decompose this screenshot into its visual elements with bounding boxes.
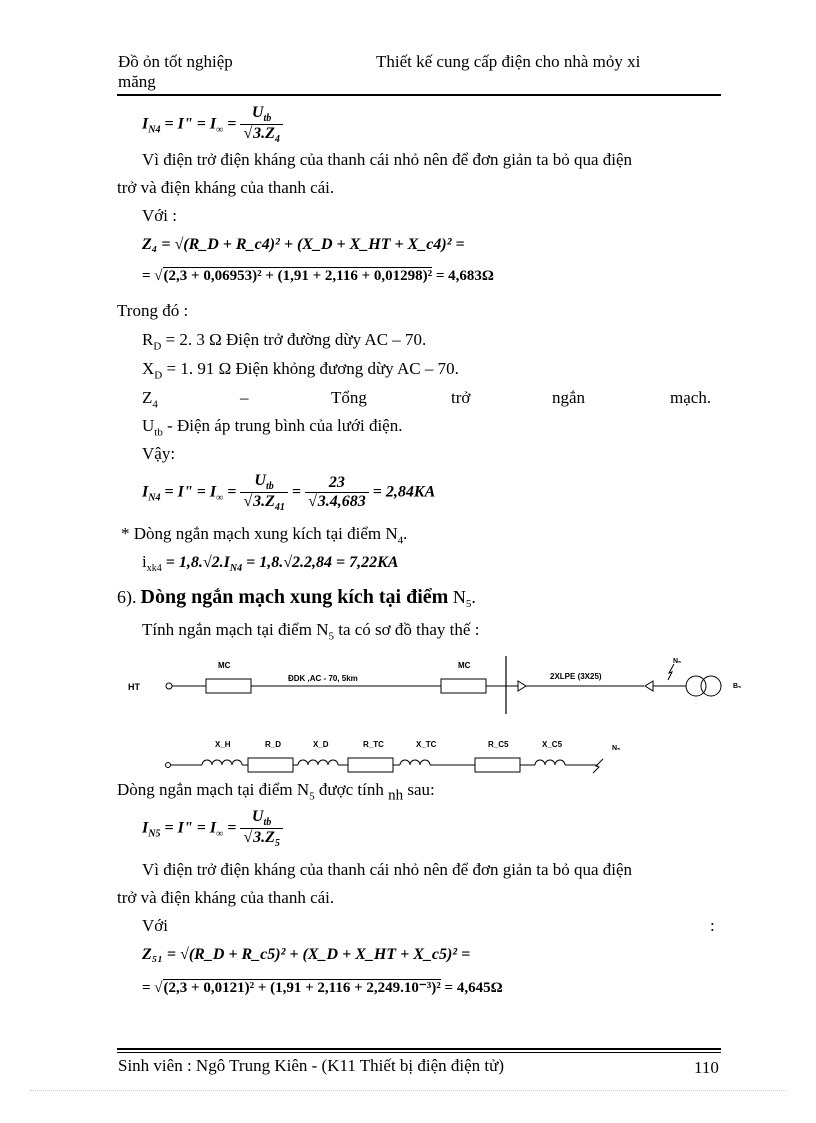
eq-xh-label: X_H (215, 740, 231, 749)
trong-do-label: Trong đó : (117, 301, 189, 320)
diag-transformer-coil-1 (686, 676, 706, 696)
rd-definition: $R_D = 2$. 3 Ω Điện trở đường dừy AC – 70. (142, 330, 427, 353)
voi-label-2: Với (142, 916, 168, 935)
eq-xh-inductor (202, 760, 242, 765)
eq-rc5-resistor (475, 758, 520, 772)
eq-fault-mark (593, 759, 603, 773)
section-6-heading: 6). Dòng ngắn mạch xung kích tại điểm $N_5$. (117, 586, 476, 611)
diag-n5-label: N₅ (673, 658, 682, 665)
diag-b5-label: B₅ (733, 683, 742, 690)
equivalent-circuit (160, 735, 630, 780)
vay-label: Vậy: (142, 444, 176, 463)
equation-z4-line1: Z₄ = √(R_D + R_c4)² + (X_D + X_HT + X_c4)² = (142, 236, 465, 253)
z4-definition-w4: mạch. (670, 388, 712, 407)
page-bottom-divider (30, 1090, 786, 1091)
header-left-line2: măng (118, 72, 156, 91)
diag-arrow-2 (645, 681, 653, 691)
para2-line1: Vì điện trở điện kháng của thanh cái nhỏ nên để đơn giản ta bỏ qua điện (142, 860, 633, 879)
diag-mc2-label: MC (458, 661, 471, 670)
equation-in4: $I_{N4} = I$" = $I_\infty$ = $\frac{U_{tb}}{√3.Z_4}$ (142, 104, 283, 145)
diag-mc1-box (206, 679, 251, 693)
footer-student: Sinh viên : Ngô Trung Kiên - (K11 Thiết bị điện điện tử) (118, 1056, 505, 1075)
xd-definition: $X_D = 1$. 91 Ω Điện khỏng đương dừy AC – 70. (142, 359, 459, 382)
dong-n5-line: Dòng ngắn mạch tại điểm $N_5$ được tính $_{nh}$ sau: (117, 780, 435, 804)
z4-definition-w3: ngắn (552, 388, 586, 407)
equation-in4-value: $I_{N4} = I$" = $I_\infty$ = $\frac{U_{tb}}{√3.Z_{41}}$ = $\frac{23}{√3.4,683}$ = 2,84KA (142, 472, 436, 514)
eq-rtc-label: R_TC (363, 740, 384, 749)
equation-z4-line2: = √(2,3 + 0,06953)² + (1,91 + 2,116 + 0,01298)² = 4,683Ω (142, 268, 494, 284)
footer-page-number: 110 (694, 1058, 719, 1077)
eq-xd-label: X_D (313, 740, 329, 749)
eq-rd-label: R_D (265, 740, 282, 749)
eq-xc5-inductor (535, 760, 565, 765)
voi-label-1: Với : (142, 206, 177, 225)
diag-cable-label: 2XLPE (3X25) (550, 672, 602, 681)
diag-ht-label: HT (128, 682, 140, 692)
equation-z51-line1: Z₅₁ = √(R_D + R_c5)² + (X_D + X_HT + X_c5)² = (142, 946, 471, 963)
xung-kich-n4-label: * Dòng ngắn mạch xung kích tại điểm $N_4$. (121, 524, 408, 547)
diag-mc1-label: MC (218, 661, 231, 670)
eq-rtc-resistor (348, 758, 393, 772)
single-line-diagram (118, 648, 758, 728)
equation-ixk4: $i_{xk4} = 1,8.√2.I_{N4} = 1,8.√2.2,84 = 7,22KA$ (142, 552, 399, 575)
diag-ht-node (166, 683, 172, 689)
para2-line2: trở và điện kháng của thanh cái. (117, 888, 335, 907)
para1-line1: Vì điện trở điện kháng của thanh cái nhỏ nên để đơn giản ta bỏ qua điện (142, 150, 633, 169)
eq-xtc-inductor (400, 760, 430, 765)
eq-xc5-label: X_C5 (542, 740, 563, 749)
diag-mc2-box (441, 679, 486, 693)
z4-definition-sym: $Z_4$ (142, 388, 158, 411)
z4-definition-w1: Tổng (331, 388, 367, 407)
z4-definition-w2: trở (451, 388, 471, 407)
footer-rule-2 (117, 1052, 721, 1053)
eq-rd-resistor (248, 758, 293, 772)
header-rule (117, 94, 721, 96)
diag-line-label: ĐDK ,AC - 70, 5km (288, 674, 358, 683)
voi-label-2-colon: : (710, 916, 715, 935)
footer-rule-1 (117, 1048, 721, 1050)
equation-in5: $I_{N5} = I$" = $I_\infty$ = $\frac{U_{tb}}{√3.Z_5}$ (142, 808, 283, 849)
eq-xtc-label: X_TC (416, 740, 437, 749)
eq-xd-inductor (298, 760, 338, 765)
diag-transformer-coil-2 (701, 676, 721, 696)
sodo-intro: Tính ngắn mạch tại điểm $N_5$ ta có sơ đồ thay thế : (142, 620, 480, 643)
header-left-line1: Đồ ỏn tốt nghiệp (118, 52, 233, 71)
para1-line2: trở và điện kháng của thanh cái. (117, 178, 335, 197)
eq-n5-label: N₅ (612, 745, 621, 752)
equation-z51-line2: = √(2,3 + 0,0121)² + (1,91 + 2,116 + 2,249.10⁻³)² = 4,645Ω (142, 980, 503, 996)
diag-arrow-1 (518, 681, 526, 691)
utb-definition: $U_{tb}$ - Điện áp trung bình của lưới điện. (142, 416, 403, 439)
diag-fault-mark (668, 664, 674, 680)
header-right: Thiết kế cung cấp điện cho nhà mỏy xi (376, 52, 641, 71)
eq-rc5-label: R_C5 (488, 740, 509, 749)
z4-definition-dash: – (240, 388, 249, 407)
